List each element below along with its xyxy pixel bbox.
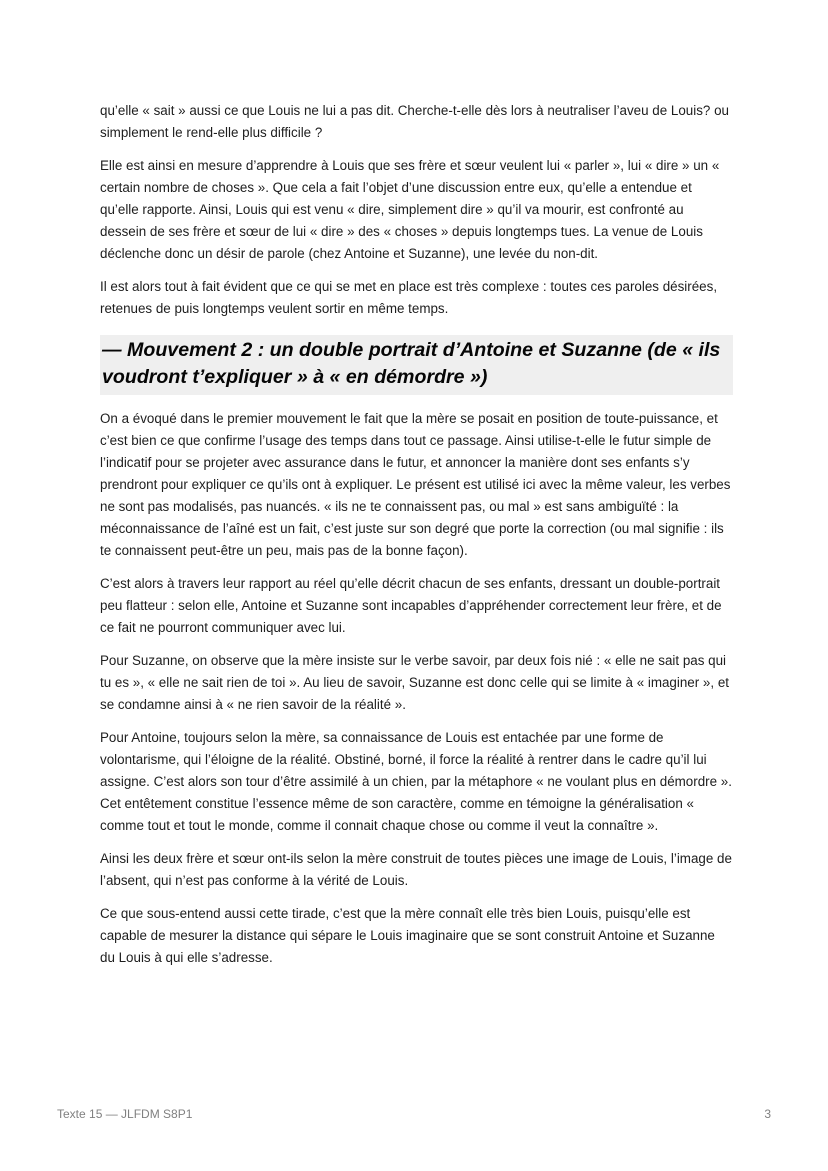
section-heading: — Mouvement 2 : un double portrait d’Antoine et Suzanne (de « ils voudront t’expliquer » à « en démordre »)	[100, 335, 733, 395]
page-number: 3	[764, 1107, 771, 1121]
paragraph: qu’elle « sait » aussi ce que Louis ne lui a pas dit. Cherche-t-elle dès lors à neutraliser l’aveu de Louis? ou simplement le rend-elle plus difficile ?	[100, 103, 729, 140]
footer-text: Texte 15 — JLFDM S8P1	[57, 1107, 193, 1121]
paragraph: Ainsi les deux frère et sœur ont-ils selon la mère construit de toutes pièces une image de Louis, l’image de l’absent, qui n’est pas conforme à la vérité de Louis.	[100, 851, 732, 888]
paragraph: Pour Suzanne, on observe que la mère insiste sur le verbe savoir, par deux fois nié : « elle ne sait pas qui tu es », « elle ne sait rien de toi ». Au lieu de savoir, Suzanne est donc celle qui se limite à « imaginer », et se condamne ainsi à « ne rien savoir de la réalité ».	[100, 653, 729, 712]
paragraph: Elle est ainsi en mesure d’apprendre à Louis que ses frère et sœur veulent lui « parler », lui « dire » un « certain nombre de choses ». Que cela a fait l’objet d’une discussion entre eux, qu’elle a entendue et qu’elle rapporte. Ainsi, Louis qui est venu « dire, simplement dire » qu’il va mourir, est confronté au dessein de ses frère et sœur de lui « dire » des « choses » depuis longtemps tues. La venue de Louis déclenche donc un désir de parole (chez Antoine et Suzanne), une levée du non-dit.	[100, 158, 720, 261]
paragraph: On a évoqué dans le premier mouvement le fait que la mère se posait en position de toute-puissance, et c’est bien ce que confirme l’usage des temps dans tout ce passage. Ainsi utilise-t-elle le futur simple de l’indicatif pour se projeter avec assurance dans le futur, et annoncer la manière dont ses enfants s’y prendront pour expliquer ce qu’ils ont à expliquer. Le présent est utilisé ici avec la même valeur, les verbes ne sont pas modalisés, pas nuancés. « ils ne te connaissent pas, ou mal » est sans ambiguïté : la méconnaissance de l’aîné est un fait, c’est juste sur son degré que porte la correction (ou mal signifie : ils te connaissent peut-être un peu, mais pas de la bonne façon).	[100, 411, 731, 558]
paragraph: Ce que sous-entend aussi cette tirade, c’est que la mère connaît elle très bien Louis, puisqu’elle est capable de mesurer la distance qui sépare le Louis imaginaire que se sont construit Antoine et Suzanne du Louis à qui elle s’adresse.	[100, 906, 715, 965]
document-body	[100, 100, 733, 980]
paragraph: Il est alors tout à fait évident que ce qui se met en place est très complexe : toutes ces paroles désirées, retenues de puis longtemps veulent sortir en même temps.	[100, 279, 718, 316]
paragraph: C’est alors à travers leur rapport au réel qu’elle décrit chacun de ses enfants, dressant un double-portrait peu flatteur : selon elle, Antoine et Suzanne sont incapables d’appréhender correctement leur frère, et de ce fait ne pourront communiquer avec lui.	[100, 576, 722, 635]
page-footer	[57, 1106, 771, 1122]
paragraph: Pour Antoine, toujours selon la mère, sa connaissance de Louis est entachée par une forme de volontarisme, qui l’éloigne de la réalité. Obstiné, borné, il force la réalité à rentrer dans le cadre qu’il lui assigne. C’est alors son tour d’être assimilé à un chien, par la métaphore « ne voulant plus en démordre ». Cet entêtement constitue l’essence même de son caractère, comme en témoigne la généralisation « comme tout et tout le monde, comme il connait chaque chose ou comme il veut la connaître ».	[100, 730, 732, 833]
